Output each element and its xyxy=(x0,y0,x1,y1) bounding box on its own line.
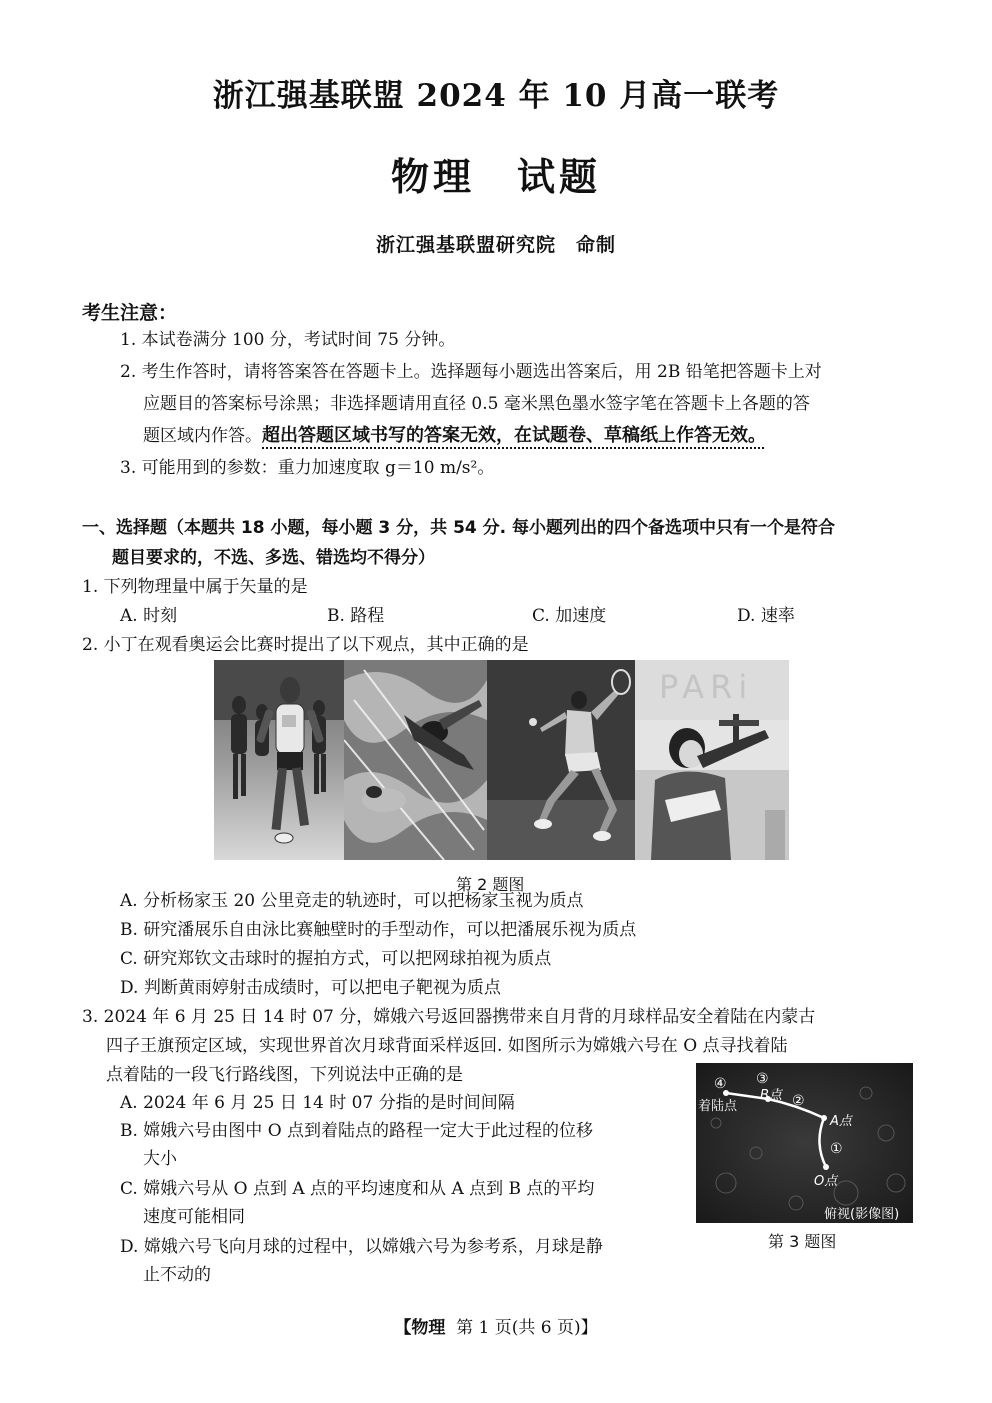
q3-figure-caption: 第 3 题图 xyxy=(768,1232,837,1251)
footer-subject: 【物理 xyxy=(394,1318,446,1338)
exam-maker: 浙江强基联盟研究院 命制 xyxy=(375,234,616,256)
swimming-photo xyxy=(344,660,487,860)
section-1-line-1: 一、选择题（本题共 18 小题，每小题 3 分，共 54 分. 每小题列出的四个备选项中只有一个是符合 xyxy=(82,518,836,538)
fig-label-view: 俯视(影像图) xyxy=(824,1207,900,1222)
shooting-photo xyxy=(635,660,789,860)
page-footer xyxy=(0,1313,992,1338)
q3-stem-line-3: 点着陆的一段飞行路线图，下列说法中正确的是 xyxy=(106,1065,463,1085)
q2-option-a: A. 分析杨家玉 20 公里竞走的轨迹时，可以把杨家玉视为质点 xyxy=(120,891,584,911)
notice-item-2-line-3 xyxy=(143,422,766,450)
exam-title: 浙江强基联盟 2024 年 10 月高一联考 xyxy=(212,78,780,114)
fig-marker-3: ③ xyxy=(756,1071,769,1087)
q1-option-d: D. 速率 xyxy=(737,606,795,626)
q3-option-d-line-2: 止不动的 xyxy=(143,1265,211,1285)
notice-warning: 超出答题区域书写的答案无效，在试题卷、草稿纸上作答无效。 xyxy=(262,425,766,446)
fig-label-o: O点 xyxy=(814,1174,838,1189)
fig-label-b: B点 xyxy=(760,1088,782,1103)
notice-item-1: 1. 本试卷满分 100 分，考试时间 75 分钟。 xyxy=(120,330,456,350)
q3-option-b-line-2: 大小 xyxy=(143,1149,177,1169)
fig-marker-1: ① xyxy=(830,1141,843,1157)
fig-label-landing: 着陆点 xyxy=(698,1099,738,1114)
q2-option-c: C. 研究郑钦文击球时的握拍方式，可以把网球拍视为质点 xyxy=(120,949,552,969)
q1-stem: 1. 下列物理量中属于矢量的是 xyxy=(82,577,308,597)
notice-item-2-line-3-plain: 题区域内作答。 xyxy=(143,426,262,446)
q3-stem-line-1: 3. 2024 年 6 月 25 日 14 时 07 分，嫦娥六号返回器携带来自月背的月球样品安全着陆在内蒙古 xyxy=(82,1007,816,1027)
notice-item-2-line-1: 2. 考生作答时，请将答案答在答题卡上。选择题每小题选出答案后，用 2B 铅笔把答题卡上对 xyxy=(120,362,822,382)
q2-option-b: B. 研究潘展乐自由泳比赛触壁时的手型动作，可以把潘展乐视为质点 xyxy=(120,920,637,940)
q2-stem: 2. 小丁在观看奥运会比赛时提出了以下观点，其中正确的是 xyxy=(82,635,529,655)
tennis-photo xyxy=(487,660,635,860)
q3-option-c-line-1: C. 嫦娥六号从 O 点到 A 点的平均速度和从 A 点到 B 点的平均 xyxy=(120,1179,595,1199)
q3-option-d-line-1: D. 嫦娥六号飞向月球的过程中，以嫦娥六号为参考系，月球是静 xyxy=(120,1237,603,1257)
q1-option-b: B. 路程 xyxy=(327,606,385,626)
q1-option-c: C. 加速度 xyxy=(532,606,607,626)
footer-page-number: 第 1 页(共 6 页)】 xyxy=(456,1318,598,1338)
q3-option-b-line-1: B. 嫦娥六号由图中 O 点到着陆点的路程一定大于此过程的位移 xyxy=(120,1121,594,1141)
notice-heading: 考生注意： xyxy=(82,302,178,324)
q1-option-a: A. 时刻 xyxy=(120,606,178,626)
race-walk-photo xyxy=(214,660,344,860)
fig-marker-2: ② xyxy=(792,1093,805,1109)
notice-item-2-line-2: 应题目的答案标号涂黑；非选择题请用直径 0.5 毫米黑色墨水签字笔在答题卡上各题的答 xyxy=(143,394,810,414)
q3-option-c-line-2: 速度可能相同 xyxy=(143,1207,245,1227)
q2-figure-caption: 第 2 题图 xyxy=(456,875,525,894)
exam-subject: 物理 试题 xyxy=(390,154,601,199)
q3-option-a: A. 2024 年 6 月 25 日 14 时 07 分指的是时间间隔 xyxy=(120,1093,515,1113)
fig-marker-4: ④ xyxy=(714,1076,727,1092)
notice-item-3: 3. 可能用到的参数：重力加速度取 g＝10 m/s²。 xyxy=(120,458,495,478)
q3-stem-line-2: 四子王旗预定区域，实现世界首次月球背面采样返回. 如图所示为嫦娥六号在 O 点寻找着陆 xyxy=(106,1036,788,1056)
q2-option-d: D. 判断黄雨婷射击成绩时，可以把电子靶视为质点 xyxy=(120,978,501,998)
landing-path-figure xyxy=(696,1063,913,1223)
fig-label-a: A点 xyxy=(830,1114,852,1129)
section-1-line-2: 题目要求的，不选、多选、错选均不得分） xyxy=(112,548,435,568)
paris-backdrop-text: PARi xyxy=(659,668,754,706)
